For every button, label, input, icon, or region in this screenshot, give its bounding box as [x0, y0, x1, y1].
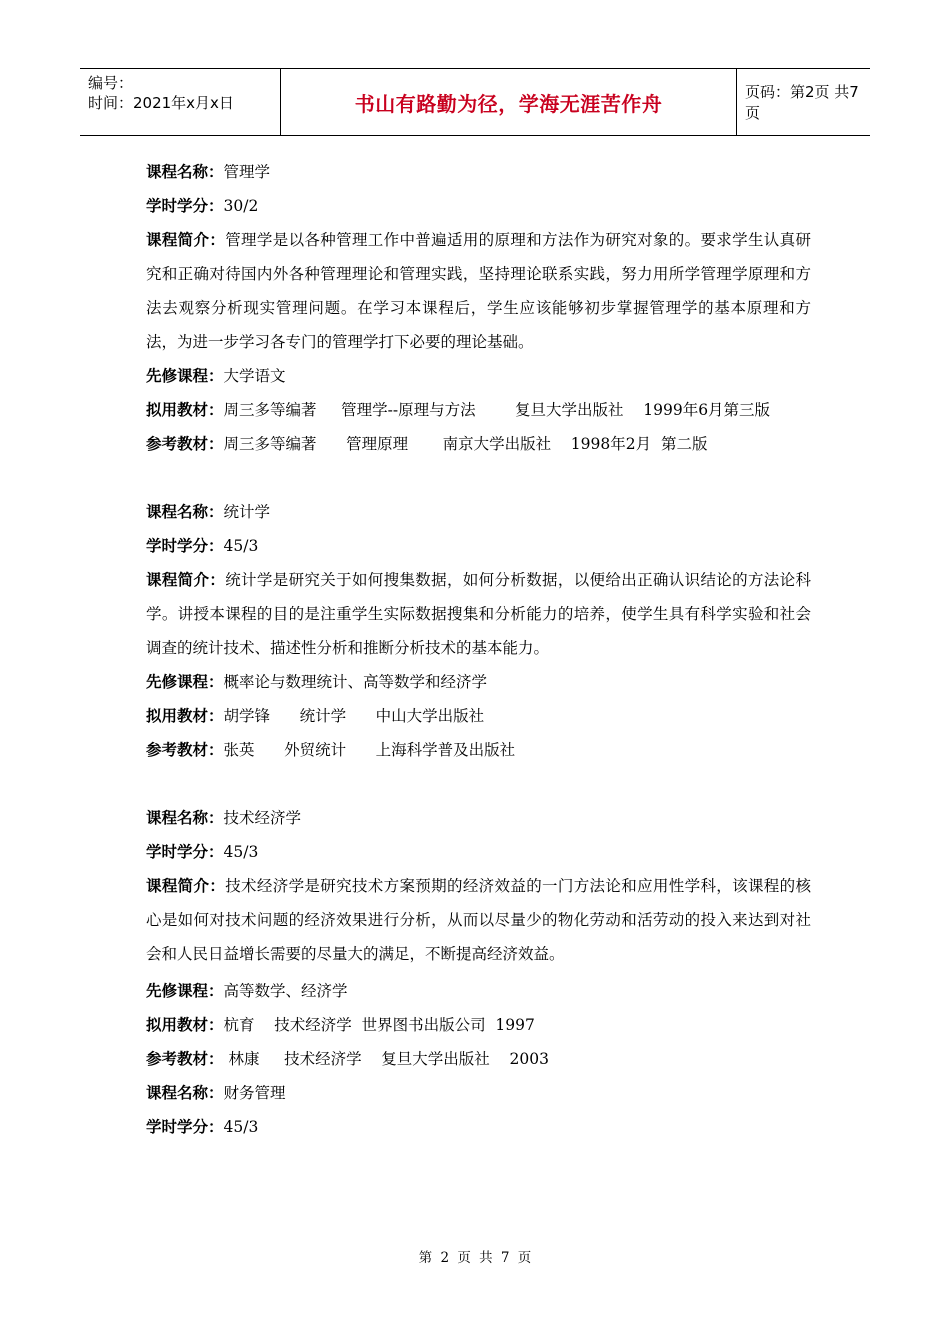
course-name-row	[146, 155, 811, 189]
reference-row	[146, 427, 811, 461]
credit-hours-label: 学时学分：	[146, 197, 224, 215]
credit-hours-value: 45/3	[223, 1118, 259, 1136]
reference-label: 参考教材：	[146, 435, 224, 453]
reference-value: 林康 技术经济学 复旦大学出版社 2003	[223, 1050, 549, 1068]
reference-value: 张英 外贸统计 上海科学普及出版社	[223, 741, 516, 759]
reference-row	[146, 733, 811, 767]
document-number: 编号：	[88, 74, 134, 92]
reference-value: 周三多等编著 管理原理 南京大学出版社 1998年2月 第二版	[223, 435, 708, 453]
credit-hours-label: 学时学分：	[146, 843, 224, 861]
textbook-value: 杭育 技术经济学 世界图书出版公司 1997	[223, 1016, 535, 1034]
document-date: 时间：2021年x月x日	[88, 94, 234, 112]
course-name-label: 课程名称：	[146, 1084, 224, 1102]
course-name-value: 技术经济学	[223, 809, 302, 827]
textbook-row	[146, 699, 811, 733]
course-intro-label: 课程简介：	[146, 571, 226, 589]
header-page-number: 页码：第2页 共7页	[745, 83, 859, 122]
credit-hours-row	[146, 189, 811, 223]
section-spacer	[146, 767, 811, 801]
course-technical-economics	[146, 801, 811, 1076]
prerequisite-label: 先修课程：	[146, 673, 224, 691]
credit-hours-row	[146, 1110, 811, 1144]
prerequisite-value: 高等数学、经济学	[223, 982, 348, 1000]
prerequisite-row	[146, 359, 811, 393]
prerequisite-value: 概率论与数理统计、高等数学和经济学	[223, 673, 488, 691]
credit-hours-value: 30/2	[223, 197, 259, 215]
course-intro-label: 课程简介：	[146, 877, 226, 895]
prerequisite-label: 先修课程：	[146, 367, 224, 385]
textbook-label: 拟用教材：	[146, 1016, 224, 1034]
reference-row	[146, 1042, 811, 1076]
textbook-row	[146, 393, 811, 427]
textbook-value: 周三多等编著 管理学--原理与方法 复旦大学出版社 1999年6月第三版	[223, 401, 771, 419]
credit-hours-value: 45/3	[223, 537, 259, 555]
course-name-row	[146, 801, 811, 835]
course-name-label: 课程名称：	[146, 503, 224, 521]
credit-hours-row	[146, 529, 811, 563]
course-name-row	[146, 1076, 811, 1110]
course-intro-value: 管理学是以各种管理工作中普遍适用的原理和方法作为研究对象的。要求学生认真研究和正确对待国内外各种管理理论和管理实践，坚持理论联系实践，努力用所学管理学原理和方法去观察分析现实管理问题。在学习本课程后，学生应该能够初步掌握管理学的基本原理和方法，为进一步学习各专门的管理学打下必要的理论基础。	[146, 231, 811, 351]
credit-hours-value: 45/3	[223, 843, 259, 861]
prerequisite-row	[146, 974, 811, 1008]
prerequisite-label: 先修课程：	[146, 982, 224, 1000]
textbook-label: 拟用教材：	[146, 707, 224, 725]
reference-label: 参考教材：	[146, 741, 224, 759]
header-meta	[80, 69, 280, 135]
reference-label: 参考教材：	[146, 1050, 224, 1068]
course-name-value: 管理学	[223, 163, 271, 181]
course-name-value: 统计学	[223, 503, 271, 521]
course-intro-value: 技术经济学是研究技术方案预期的经济效益的一门方法论和应用性学科，该课程的核心是如何对技术问题的经济效果进行分析，从而以尽量少的物化劳动和活劳动的投入来达到对社会和人民日益增长需要的尽量大的满足，不断提高经济效益。	[146, 877, 811, 963]
course-name-value: 财务管理	[223, 1084, 286, 1102]
credit-hours-label: 学时学分：	[146, 537, 224, 555]
page-footer: 第 2 页 共 7 页	[418, 1250, 532, 1266]
course-intro-row	[146, 223, 811, 359]
course-statistics	[146, 495, 811, 767]
course-name-row	[146, 495, 811, 529]
credit-hours-row	[146, 835, 811, 869]
course-name-label: 课程名称：	[146, 163, 224, 181]
credit-hours-label: 学时学分：	[146, 1118, 224, 1136]
header-motto: 书山有路勤为径，学海无涯苦作舟	[280, 69, 737, 135]
course-intro-value: 统计学是研究关于如何搜集数据，如何分析数据，以便给出正确认识结论的方法论科学。讲授本课程的目的是注重学生实际数据搜集和分析能力的培养，使学生具有科学实验和社会调查的统计技术、描述性分析和推断分析技术的基本能力。	[146, 571, 811, 657]
textbook-label: 拟用教材：	[146, 401, 224, 419]
course-financial-management	[146, 1076, 811, 1144]
course-intro-label: 课程简介：	[146, 231, 226, 249]
page-header	[80, 68, 870, 136]
prerequisite-row	[146, 665, 811, 699]
course-management	[146, 155, 811, 461]
prerequisite-value: 大学语文	[223, 367, 286, 385]
course-list	[146, 155, 811, 1144]
section-spacer	[146, 461, 811, 495]
course-intro-row	[146, 563, 811, 665]
course-intro-row	[146, 869, 811, 971]
textbook-row	[146, 1008, 811, 1042]
textbook-value: 胡学锋 统计学 中山大学出版社	[223, 707, 485, 725]
course-name-label: 课程名称：	[146, 809, 224, 827]
